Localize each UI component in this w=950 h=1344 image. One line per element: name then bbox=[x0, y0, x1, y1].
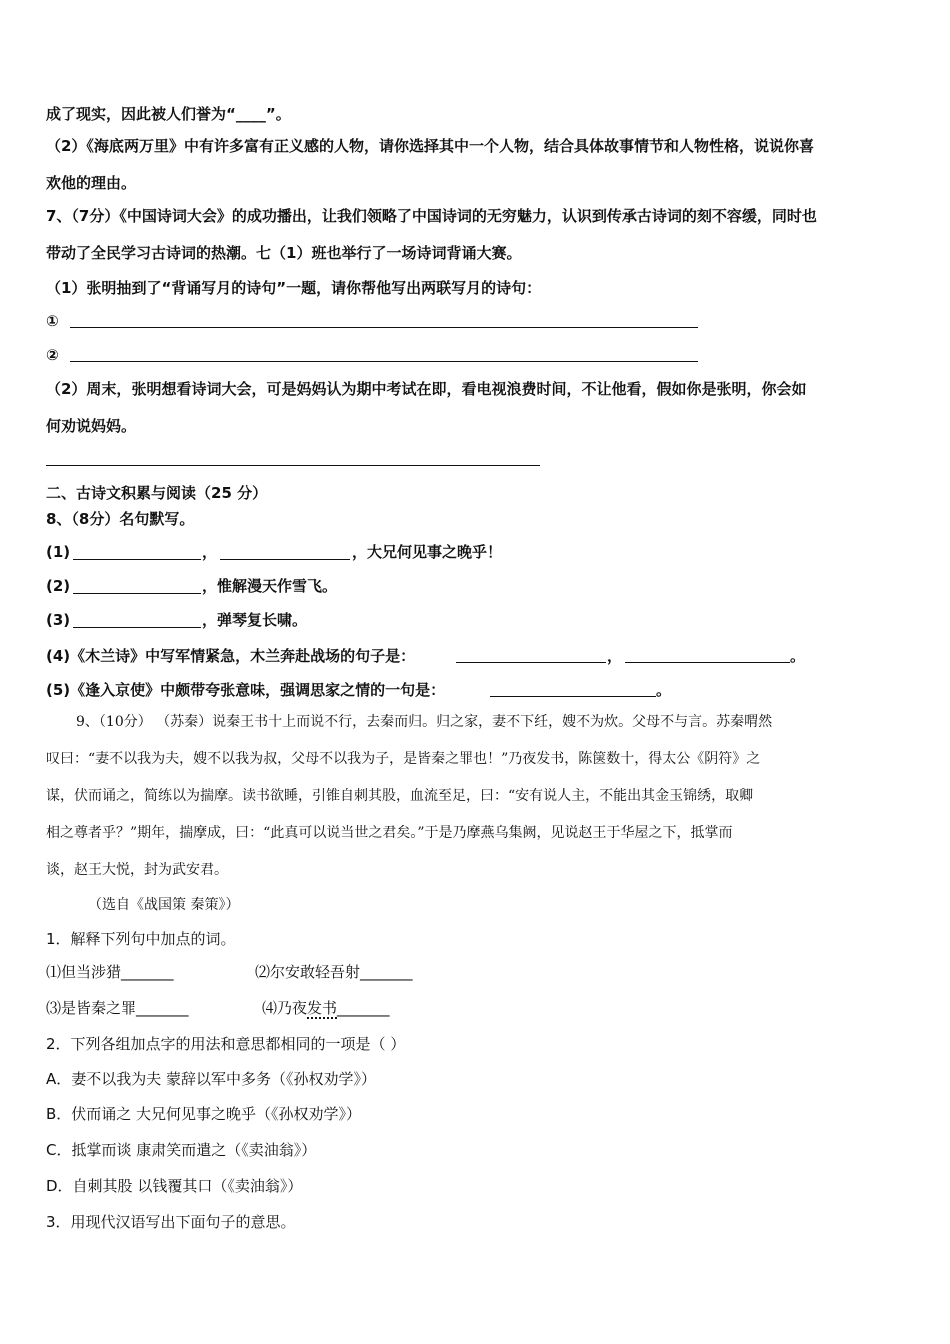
section2-heading: 二、古诗文积累与阅读（25 分） bbox=[46, 484, 268, 502]
q9-sq2-option-d[interactable]: D．自刺其股 以钱覆其口（《卖油翁》） bbox=[46, 1177, 303, 1195]
q9-sq1-d-blank: _______ bbox=[337, 999, 390, 1017]
q8-item4-end: 。 bbox=[790, 647, 806, 665]
q8-head: 8、（8分）名句默写。 bbox=[46, 510, 195, 528]
q6-p2-line1: （2）《海底两万里》中有许多富有正义感的人物，请你选择其中一个人物，结合具体故事情节和人物性格，说说你喜 bbox=[46, 137, 814, 155]
q9-passage-line1: 9、（10分） （苏秦）说秦王书十上而说不行，去秦而归。归之家，妻不下纴，嫂不为炊。父母不与言。苏秦喟然 bbox=[76, 714, 773, 730]
q8-item4-blank-b[interactable] bbox=[625, 662, 790, 663]
q8-item1-label: (1) bbox=[46, 543, 71, 561]
q9-sq2-title: 2．下列各组加点字的用法和意思都相同的一项是（ ） bbox=[46, 1035, 406, 1053]
q8-item2-blank[interactable] bbox=[73, 593, 201, 594]
q9-sq1-d bbox=[262, 998, 390, 1018]
q8-item1-tail: ，大兄何见事之晚乎！ bbox=[352, 543, 503, 561]
q9-passage-line2: 叹曰：“妻不以我为夫，嫂不以我为叔，父母不以我为子，是皆秦之罪也！”乃夜发书，陈箧数十，得太公《阴符》之 bbox=[46, 751, 761, 767]
q8-item5-text: (5)《逢入京使》中颇带夸张意味，强调思家之情的一句是： bbox=[46, 681, 446, 699]
q9-passage-line5: 谈，赵王大悦，封为武安君。 bbox=[46, 862, 228, 878]
q9-sq1-d-dotted-word: 发书 bbox=[307, 999, 338, 1017]
q7-p1: （1）张明抽到了“背诵写月的诗句”一题，请你帮他写出两联写月的诗句： bbox=[46, 279, 542, 297]
q8-item2-label: (2) bbox=[46, 577, 71, 595]
q7-line1: 7、（7分）《中国诗词大会》的成功播出，让我们领略了中国诗词的无穷魅力，认识到传承古诗词的刻不容缓，同时也 bbox=[46, 207, 817, 225]
q6-tail: 成了现实，因此被人们誉为“____”。 bbox=[46, 105, 291, 123]
q9-sq1-title: 1．解释下列句中加点的词。 bbox=[46, 930, 236, 948]
q8-item2-tail: ，惟解漫天作雪飞。 bbox=[202, 577, 338, 595]
q8-item3-blank[interactable] bbox=[73, 627, 201, 628]
q7-p2-line2: 何劝说妈妈。 bbox=[46, 417, 137, 435]
q8-item1-sep: ， bbox=[202, 543, 218, 561]
q8-item4-blank-a[interactable] bbox=[456, 662, 606, 663]
q9-passage-line3: 谋，伏而诵之，简练以为揣摩。读书欲睡，引锥自刺其股，血流至足，曰：“安有说人主，不能出其金玉锦绣，取卿 bbox=[46, 788, 754, 804]
q9-sq2-option-b[interactable]: B．伏而诵之 大兄何见事之晚乎（《孙权劝学》） bbox=[46, 1105, 362, 1123]
q8-item1-blank-b[interactable] bbox=[220, 559, 350, 560]
q9-sq2-option-a[interactable]: A．妻不以我为夫 蒙辞以军中多务（《孙权劝学》） bbox=[46, 1070, 377, 1088]
q9-passage-line4: 相之尊者乎？”期年，揣摩成，曰：“此真可以说当世之君矣。”于是乃摩燕乌集阙，见说赵王于华屋之下，抵掌而 bbox=[46, 825, 733, 841]
q7-blank2-line[interactable] bbox=[70, 361, 698, 362]
q7-blank1-label: ① bbox=[46, 312, 59, 330]
q7-p2-line1: （2）周末，张明想看诗词大会，可是妈妈认为期中考试在即，看电视浪费时间，不让他看，假如你是张明，你会如 bbox=[46, 380, 807, 398]
q9-sq1-b: ⑵尔安敢轻吾射_______ bbox=[255, 963, 413, 981]
q7-blank2-label: ② bbox=[46, 346, 59, 364]
q7-blank1-line[interactable] bbox=[70, 327, 698, 328]
q7-answer-line[interactable] bbox=[46, 465, 540, 466]
q8-item4-sep: ， bbox=[607, 647, 623, 665]
q8-item3-tail: ，弹琴复长啸。 bbox=[202, 611, 308, 629]
q6-p2-line2: 欢他的理由。 bbox=[46, 174, 137, 192]
q8-item5-end: 。 bbox=[656, 681, 672, 699]
q8-item5-blank[interactable] bbox=[490, 696, 656, 697]
q8-item3-label: (3) bbox=[46, 611, 71, 629]
q9-sq3-title: 3．用现代汉语写出下面句子的意思。 bbox=[46, 1213, 296, 1231]
q8-item1-blank-a[interactable] bbox=[73, 559, 201, 560]
q7-line2: 带动了全民学习古诗词的热潮。七（1）班也举行了一场诗词背诵大赛。 bbox=[46, 244, 522, 262]
q9-sq1-c: ⑶是皆秦之罪_______ bbox=[46, 999, 189, 1017]
q9-sq1-d-pre: ⑷乃夜 bbox=[262, 999, 308, 1017]
q8-item4-text: (4)《木兰诗》中写军情紧急，木兰奔赴战场的句子是： bbox=[46, 647, 416, 665]
q9-source: （选自《战国策 秦策》） bbox=[88, 897, 240, 913]
q9-sq1-a: ⑴但当涉猎_______ bbox=[46, 963, 174, 981]
q9-sq2-option-c[interactable]: C．抵掌而谈 康肃笑而遣之（《卖油翁》） bbox=[46, 1141, 317, 1159]
